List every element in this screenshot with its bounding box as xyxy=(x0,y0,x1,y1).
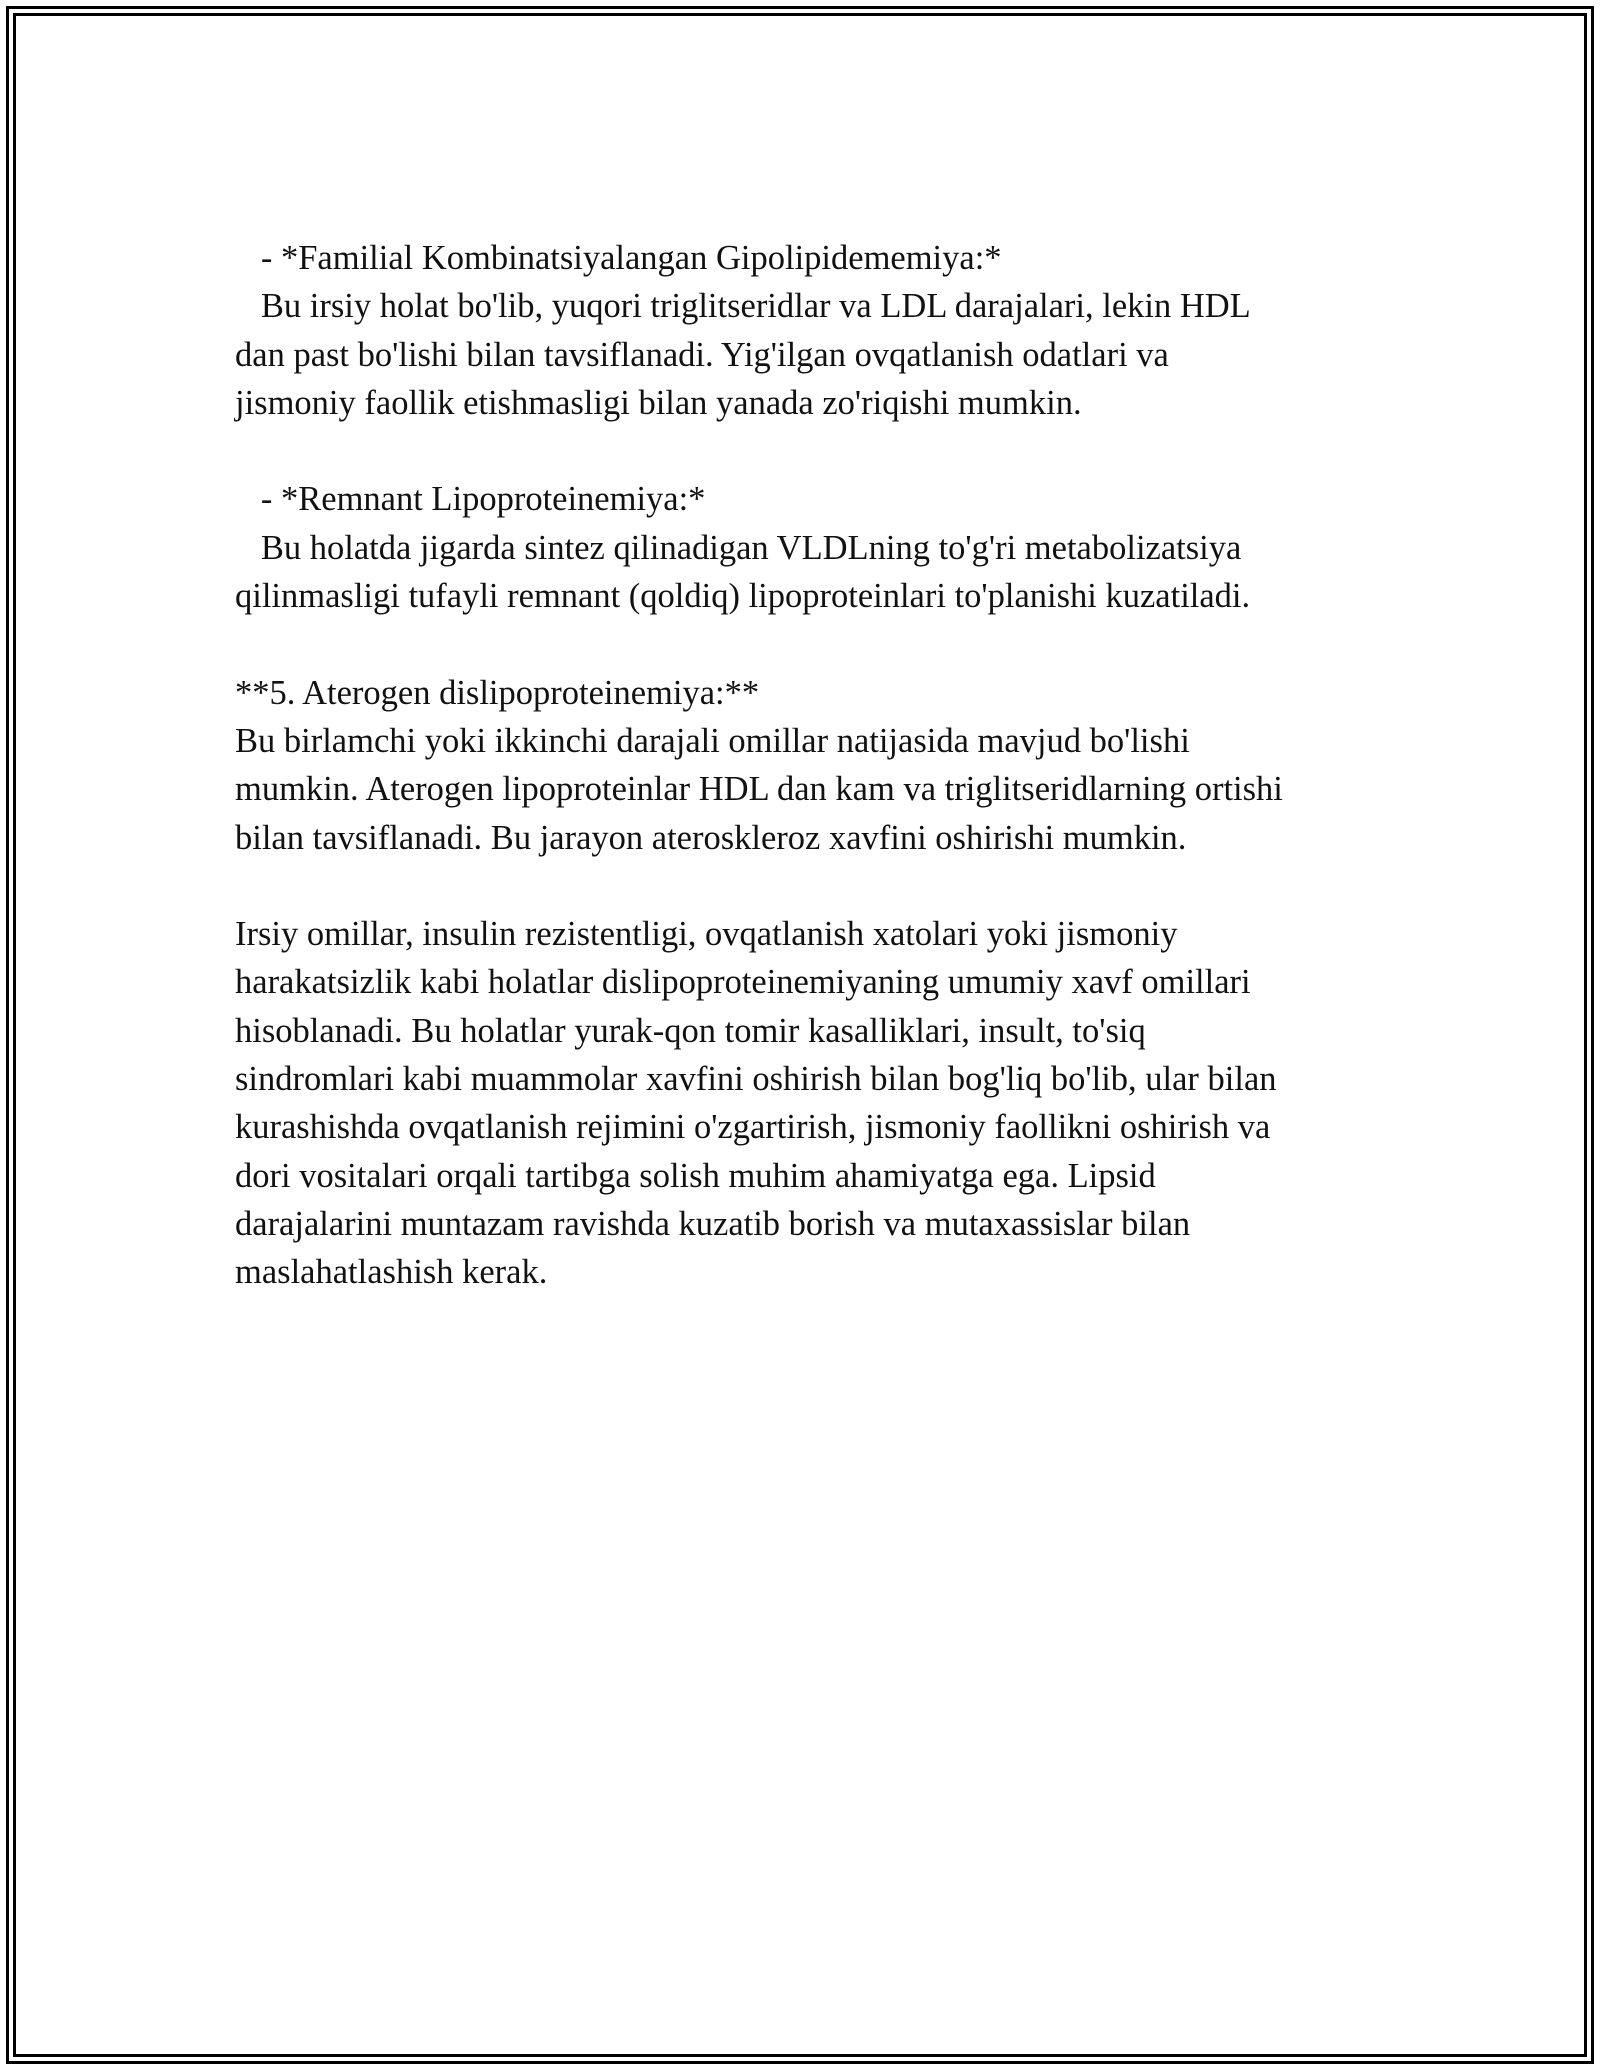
paragraph-line: Bu holatda jigarda sintez qilinadigan VLDLning to'g'ri metabolizatsiya xyxy=(235,528,1242,567)
paragraph-line: Bu birlamchi yoki ikkinchi darajali omillar natijasida mavjud bo'lishi xyxy=(235,721,1190,760)
paragraph-line: bilan tavsiflanadi. Bu jarayon ateroskleroz xavfini oshirishi mumkin. xyxy=(235,818,1187,857)
section-remnant-lipoproteinemiya xyxy=(235,475,1385,620)
paragraph-line: mumkin. Aterogen lipoproteinlar HDL dan kam va triglitseridlarning ortishi xyxy=(235,770,1283,809)
section-heading: - *Familial Kombinatsiyalangan Gipolipidememiya:* xyxy=(235,239,1002,277)
paragraph-line: sindromlari kabi muammolar xavfini oshirish bilan bog'liq bo'lib, ular bilan xyxy=(235,1060,1277,1099)
paragraph-line: harakatsizlik kabi holatlar dislipoproteinemiyaning umumiy xavf omillari xyxy=(235,963,1251,1002)
paragraph-line: qilinmasligi tufayli remnant (qoldiq) lipoproteinlari to'planishi kuzatiladi. xyxy=(235,577,1251,616)
section-conclusion xyxy=(235,910,1385,1296)
paragraph-line: dori vositalari orqali tartibga solish muhim ahamiyatga ega. Lipsid xyxy=(235,1156,1156,1195)
paragraph-gap xyxy=(235,862,1385,910)
section-heading: **5. Aterogen dislipoproteinemiya:** xyxy=(235,673,760,712)
section-familial-kombinatsiyalangan xyxy=(235,234,1385,427)
paragraph-gap xyxy=(235,620,1385,668)
section-aterogen-dislipoproteinemiya xyxy=(235,669,1385,862)
paragraph-line: dan past bo'lishi bilan tavsiflanadi. Yig'ilgan ovqatlanish odatlari va xyxy=(235,335,1169,374)
paragraph-line: jismoniy faollik etishmasligi bilan yanada zo'riqishi mumkin. xyxy=(235,383,1082,422)
paragraph-line: maslahatlashish kerak. xyxy=(235,1253,548,1292)
paragraph-line: hisoblanadi. Bu holatlar yurak-qon tomir kasalliklari, insult, to'siq xyxy=(235,1011,1146,1050)
paragraph-gap xyxy=(235,427,1385,475)
paragraph-line: darajalarini muntazam ravishda kuzatib borish va mutaxassislar bilan xyxy=(235,1204,1191,1243)
paragraph-line: kurashishda ovqatlanish rejimini o'zgartirish, jismoniy faollikni oshirish va xyxy=(235,1108,1271,1147)
paragraph-line: Bu irsiy holat bo'lib, yuqori triglitseridlar va LDL darajalari, lekin HDL xyxy=(235,287,1251,326)
document-body xyxy=(235,234,1385,1297)
paragraph-line: Irsiy omillar, insulin rezistentligi, ovqatlanish xatolari yoki jismoniy xyxy=(235,915,1178,954)
section-heading: - *Remnant Lipoproteinemiya:* xyxy=(235,480,706,519)
